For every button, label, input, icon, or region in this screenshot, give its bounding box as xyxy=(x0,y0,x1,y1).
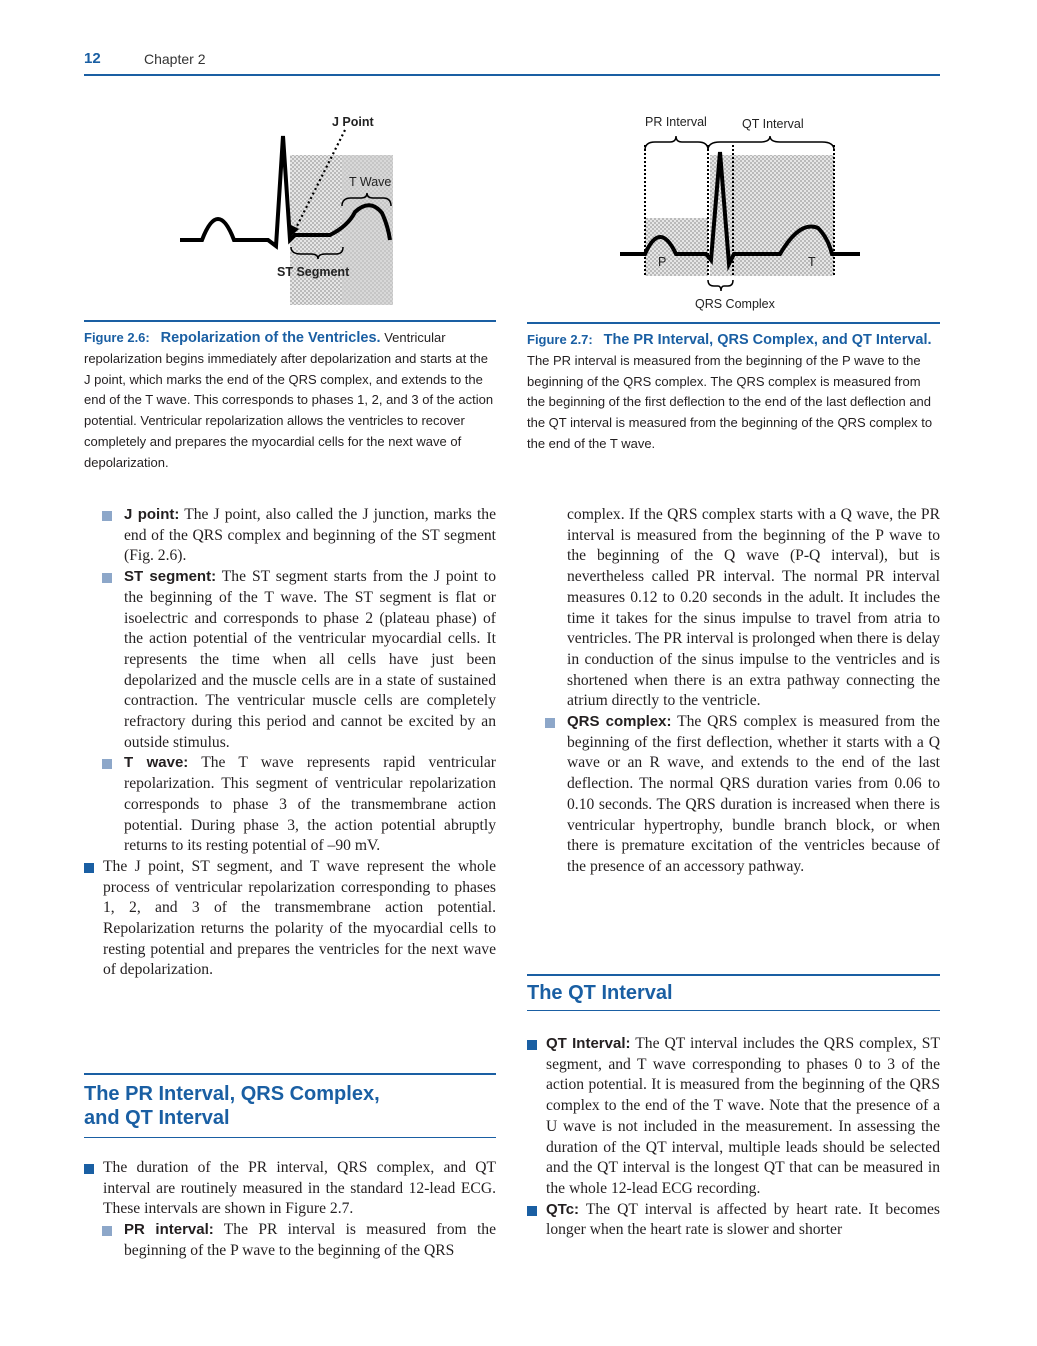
list-item-st-segment xyxy=(84,567,496,753)
text-qt-interval: The QT interval includes the QRS complex, ST segment, and T wave corresponding to phases 0 to 3 of the action potential. It is measured from the beginning of the QRS complex to the end of the T wave. Note that the presence of a U wave is not included in the measurement. In assessing the duration of the QT interval, multiple leads should be selected and the QT interval is the longest QT that can be measured in the whole 12-lead ECG recording. xyxy=(546,1035,940,1197)
text-t-wave: The T wave represents rapid ventricular repolarization. This segment of ventricular repolarization corresponds to phase 3 of the transmembrane action potential. During phase 3, the action potential abruptly returns to its resting potential of –90 mV. xyxy=(124,754,497,855)
pr-shaded-region xyxy=(645,218,708,276)
caption-title: The PR Interval, QRS Complex, and QT Interval. xyxy=(603,332,932,348)
st-segment-label: ST Segment xyxy=(277,265,350,279)
term-qtc: QTc: xyxy=(546,1200,580,1218)
j-point-label: J Point xyxy=(332,115,374,129)
list-item-duration: The duration of the PR interval, QRS complex, and QT interval are routinely measured in the standard 12-lead ECG. These intervals are shown in Figure 2.7. xyxy=(84,1158,496,1220)
page-number: 12 xyxy=(84,50,101,67)
figure-2-6-caption xyxy=(84,320,496,474)
term-j-point: J point: xyxy=(124,506,180,523)
text-qrs-complex: The QRS complex is measured from the beginning of the first deflection, whether it starts with a Q wave or an R wave, and extends to the end of the last deflection. The normal QRS duration varies from 0.06 to 0.10 seconds. The QRS duration is increased when there is ventricular hypertrophy, bundle branch block, or when there is premature excitation of the ventricles because of the presence of an accessory pathway. xyxy=(567,713,940,875)
caption-text: The PR interval is measured from the beginning of the P wave to the beginning of the QRS complex. The QRS complex is measured from the beginning of the first deflection to the end of the last deflection and the QT interval is measured from the beginning of the QRS complex to the end of the T wave. xyxy=(527,352,933,451)
term-st-segment: ST segment: xyxy=(124,568,217,586)
caption-number: Figure 2.7: xyxy=(527,332,593,347)
list-item-qrs-complex xyxy=(527,712,940,878)
page-header xyxy=(84,48,940,76)
list-item-qt-interval xyxy=(527,1034,940,1200)
caption-number: Figure 2.6: xyxy=(84,330,150,345)
caption-title: Repolarization of the Ventricles. xyxy=(160,330,381,346)
text-j-point: The J point, also called the J junction, marks the end of the QRS complex and beginning of the ST segment (Fig. 2.6). xyxy=(124,506,496,565)
chapter-title: Chapter 2 xyxy=(144,51,206,67)
pr-interval-brace xyxy=(645,136,708,150)
left-column-lower xyxy=(84,1158,496,1262)
list-item-qtc xyxy=(527,1200,940,1241)
list-item-summary: The J point, ST segment, and T wave represent the whole process of ventricular repolarization corresponding to phases 1, 2, and 3 of the transmembrane action potential. Repolarization returns the polarity of the myocardial cells to resting potential and prepares the ventricles for the next wave of depolarization. xyxy=(84,857,496,981)
figure-2-6-illustration xyxy=(170,108,410,313)
text-qtc: The QT interval is affected by heart rate. It becomes longer when the heart rate is slower and shorter xyxy=(546,1200,940,1239)
qrs-complex-label: QRS Complex xyxy=(695,297,775,311)
term-t-wave: T wave: xyxy=(124,754,189,772)
figure-2-7-caption xyxy=(527,322,940,455)
p-wave-label: P xyxy=(658,255,667,269)
right-column xyxy=(527,505,940,878)
list-item-j-point xyxy=(84,505,496,567)
caption-text: Ventricular repolarization begins immediately after depolarization and starts at the J point, which marks the end of the QRS complex, and extends to the end of the T wave. This corresponds to phases 1, 2, and 3 of the action potential. Ventricular repolarization allows the ventricles to recover completely and prepares the myocardial cells for the next wave of depolarization. xyxy=(84,330,494,470)
qrs-complex-brace xyxy=(708,280,733,291)
figure-2-7-illustration xyxy=(620,108,860,314)
text-st-segment: The ST segment starts from the J point to the beginning of the T wave. The ST segment is flat or isoelectric and corresponds to phase 2 (plateau phase) of the action potential of the ventricular myocardial cells. It represents the time when all cells have just been depolarized and the muscle cells are in a state of sustained contraction. The ventricular muscle cells are completely refractory during this period and cannot be excited by an outside stimulus. xyxy=(124,568,496,751)
pr-interval-continued: complex. If the QRS complex starts with a Q wave, the PR interval is measured from the beginning of the P wave to the beginning of the Q wave (P-Q interval), but is nevertheless called PR interval. The normal PR interval measures 0.12 to 0.20 seconds in the adult. It includes the time it takes for the sinus impulse to travel from atria to ventricles. The PR interval is prolonged when there is delay in conduction of the sinus impulse to the ventricles and is shortened when there is an extra pathway connecting the atrium directly to the ventricle. xyxy=(567,506,941,710)
term-pr-interval: PR interval: xyxy=(124,1221,214,1239)
t-wave-label-2: T xyxy=(808,255,816,269)
left-column xyxy=(84,505,496,981)
right-column-lower xyxy=(527,1034,940,1241)
list-item-t-wave xyxy=(84,753,496,857)
pr-interval-label: PR Interval xyxy=(645,115,707,129)
term-qt-interval: QT Interval: xyxy=(546,1035,631,1052)
qt-interval-brace xyxy=(708,136,834,150)
qt-interval-label: QT Interval xyxy=(742,117,804,131)
list-item-pr-interval xyxy=(84,1220,496,1261)
section-heading-pr-qrs-qt: The PR Interval, QRS Complex, and QT Interval xyxy=(84,1073,496,1138)
text-pr-interval: The PR interval is measured from the beginning of the P wave to the beginning of the QRS xyxy=(124,1221,496,1259)
t-wave-label: T Wave xyxy=(349,175,392,189)
section-heading-qt-interval: The QT Interval xyxy=(527,974,940,1011)
term-qrs-complex: QRS complex: xyxy=(567,713,672,731)
